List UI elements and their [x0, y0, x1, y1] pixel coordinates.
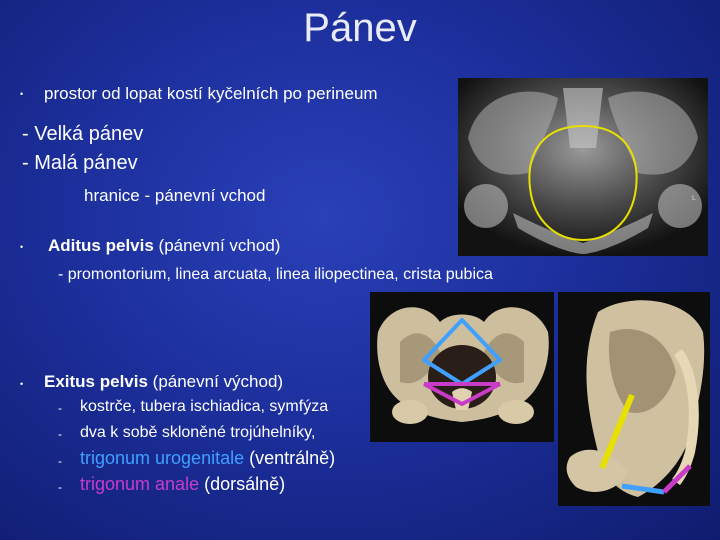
trigonum-urogenitale-label: trigonum urogenitale [80, 448, 245, 468]
trigonum-anale-label: trigonum anale [80, 474, 200, 494]
text-aditus [48, 236, 280, 256]
pelvis-xray-image [458, 78, 708, 256]
bullet-2: • [20, 242, 24, 252]
pelvis-outlet-3d-image [370, 292, 554, 442]
text-sub-4 [80, 474, 285, 495]
dash-3: - [58, 454, 62, 468]
bullet-1: • [20, 89, 24, 99]
xray-illustration [458, 78, 708, 256]
text-sub-2: dva k sobě skloněné trojúhelníky, [80, 424, 316, 441]
text-mala-panev: - Malá pánev [22, 152, 138, 174]
aditus-rest: (pánevní vchod) [153, 236, 281, 255]
dash-1: - [58, 401, 62, 415]
pelvis-outlet-illustration [370, 292, 554, 442]
text-velka-panev: - Velká pánev [22, 123, 144, 145]
pelvis-lateral-3d-image [558, 292, 710, 506]
text-exitus [44, 372, 283, 392]
pelvis-lateral-illustration [558, 292, 710, 506]
exitus-bold: Exitus pelvis [44, 372, 148, 391]
dash-4: - [58, 480, 62, 494]
exitus-rest: (pánevní východ) [147, 372, 284, 391]
text-hranice: hranice - pánevní vchod [84, 186, 266, 205]
slide-title: Pánev [303, 6, 417, 50]
text-sub-1: kostrče, tubera ischiadica, symfýza [80, 398, 329, 415]
text-sub-3 [80, 448, 335, 469]
bullet-3: • [20, 379, 24, 389]
text-line-1: prostor od lopat kostí kyčelních po perineum [44, 84, 378, 103]
text-aditus-sub: - promontorium, linea arcuata, linea iliopectinea, crista pubica [58, 266, 493, 283]
sub4-rest: (dorsálně) [199, 474, 286, 494]
sub3-rest: (ventrálně) [244, 448, 336, 468]
dash-2: - [58, 427, 62, 441]
aditus-bold: Aditus pelvis [48, 236, 154, 255]
xray-marker: L [692, 195, 696, 202]
